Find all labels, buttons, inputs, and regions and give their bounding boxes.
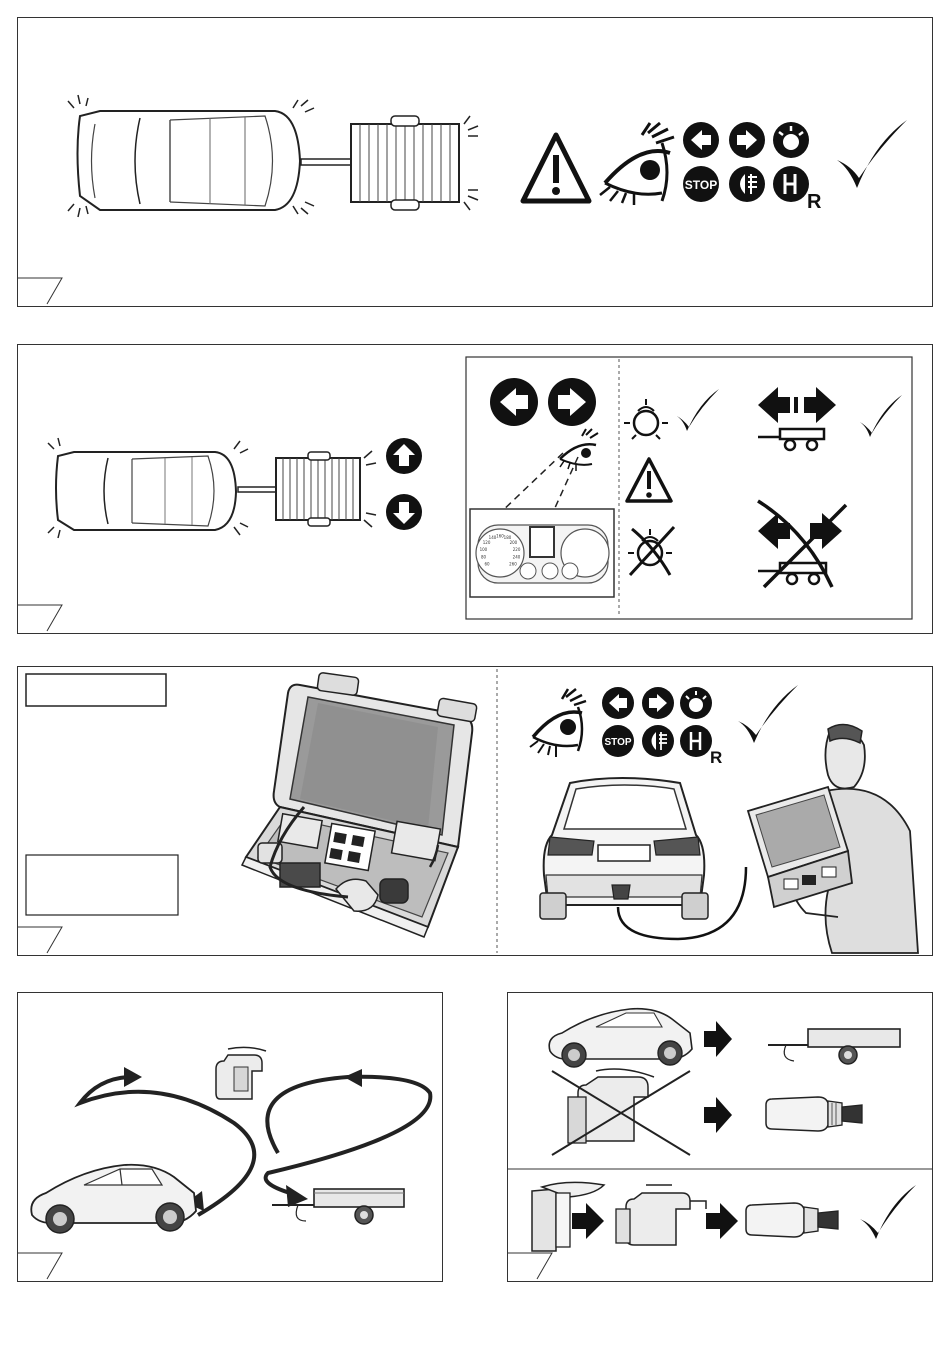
- reverse-gear-icon: [773, 166, 822, 213]
- panel-3-illustration: [18, 667, 932, 955]
- speedometer-tick-label: 160: [496, 533, 504, 539]
- arrow-down-icon: [386, 494, 422, 530]
- turn-right-arrow-icon: [729, 122, 765, 158]
- car-top-view: [78, 111, 301, 210]
- trailer-light-rays: [464, 116, 478, 210]
- arrow-head-right-top: [344, 1069, 362, 1087]
- speedometer-tick-label: 100: [479, 547, 488, 552]
- speedometer-tick-label: 80: [480, 554, 487, 560]
- panel-1-trailer-light-check: [17, 17, 933, 307]
- panel-4-corner-tab: [17, 1251, 67, 1281]
- rear-fog-light-icon: [729, 166, 765, 202]
- panel-2-turn-signal-check: [17, 344, 933, 634]
- arrow-right-icon: [704, 1097, 732, 1133]
- trailer-top-view: [351, 116, 459, 210]
- drawbar: [301, 159, 351, 165]
- trailer-side-view: [768, 1029, 900, 1064]
- instrument-cluster: [470, 509, 614, 597]
- speedometer-tick-label: 240: [512, 554, 521, 560]
- socket-adapter: [616, 1185, 706, 1245]
- suv-rear-view: [540, 778, 708, 919]
- plug-13-pin: [746, 1203, 838, 1237]
- reverse-letter: R: [710, 748, 723, 767]
- stop-label: STOP: [684, 178, 718, 192]
- panel-4-illustration: [18, 993, 442, 1281]
- speedometer-tick-label: 120: [482, 540, 491, 545]
- turn-left-arrow-icon: [602, 687, 634, 719]
- stop-light-icon: [683, 166, 719, 202]
- hatchback-side-view: [549, 1009, 692, 1067]
- plug-13-pin: [766, 1097, 862, 1131]
- arrow-right-icon: [704, 1021, 732, 1057]
- panel-3-test-case: [17, 666, 933, 956]
- rear-fog-light-icon: [642, 725, 674, 757]
- speedometer-tick-label: 140: [488, 535, 497, 541]
- test-case-open: [242, 672, 477, 937]
- speedometer-tick-label: 60: [484, 561, 490, 567]
- checkmark-icon: [738, 685, 798, 743]
- turn-right-arrow-icon: [642, 687, 674, 719]
- panel-2-corner-tab: [17, 603, 67, 633]
- panel-2-illustration: [18, 345, 932, 633]
- arrow-head-trailer: [286, 1185, 308, 1207]
- panel-1-illustration: [18, 18, 932, 306]
- panel-5-corner-tab: [507, 1251, 557, 1281]
- arrow-right-icon: [572, 1203, 604, 1239]
- arrow-up-icon: [386, 438, 422, 474]
- reverse-letter: R: [807, 191, 822, 213]
- speedometer-tick-label: 200: [509, 540, 518, 545]
- speedometer-tick-label: 260: [509, 561, 517, 567]
- arrow-right-icon: [706, 1203, 738, 1239]
- label-box-top: [26, 674, 166, 706]
- arrow-head-left-top: [124, 1067, 142, 1087]
- panel-1-corner-tab: [17, 276, 67, 306]
- speedometer-tick-label: 180: [503, 535, 512, 541]
- trailer-light-rays: [364, 451, 376, 527]
- socket-crossed-out: [552, 1069, 690, 1155]
- panel-5-adapter-use: [507, 992, 933, 1282]
- indicator-display: [530, 527, 554, 557]
- turn-left-arrow-icon: [490, 378, 538, 426]
- stop-light-icon: [602, 725, 634, 757]
- panel-4-socket-compatibility: [17, 992, 443, 1282]
- trailer-top-view: [276, 452, 360, 526]
- eye-icon: [530, 689, 586, 757]
- turn-left-arrow-icon: [683, 122, 719, 158]
- label-box-bottom: [26, 855, 178, 915]
- stop-label: STOP: [604, 737, 632, 748]
- checkmark-icon: [837, 120, 907, 188]
- eye-icon: [600, 123, 674, 205]
- car-top-view: [56, 452, 236, 530]
- speedometer-tick-label: 220: [512, 547, 521, 552]
- turn-right-arrow-icon: [548, 378, 596, 426]
- mechanic-with-test-case: [748, 724, 918, 953]
- warning-triangle-icon: [523, 135, 589, 201]
- panel-3-corner-tab: [17, 925, 67, 955]
- drawbar: [238, 487, 276, 492]
- parking-light-icon: [680, 687, 712, 719]
- panel-5-illustration: [508, 993, 932, 1281]
- checkmark-icon: [860, 1185, 916, 1239]
- reverse-gear-icon: [680, 725, 722, 767]
- socket-adapter: [216, 1047, 266, 1099]
- hatchback-side-view: [31, 1165, 196, 1233]
- parking-light-icon: [773, 122, 809, 158]
